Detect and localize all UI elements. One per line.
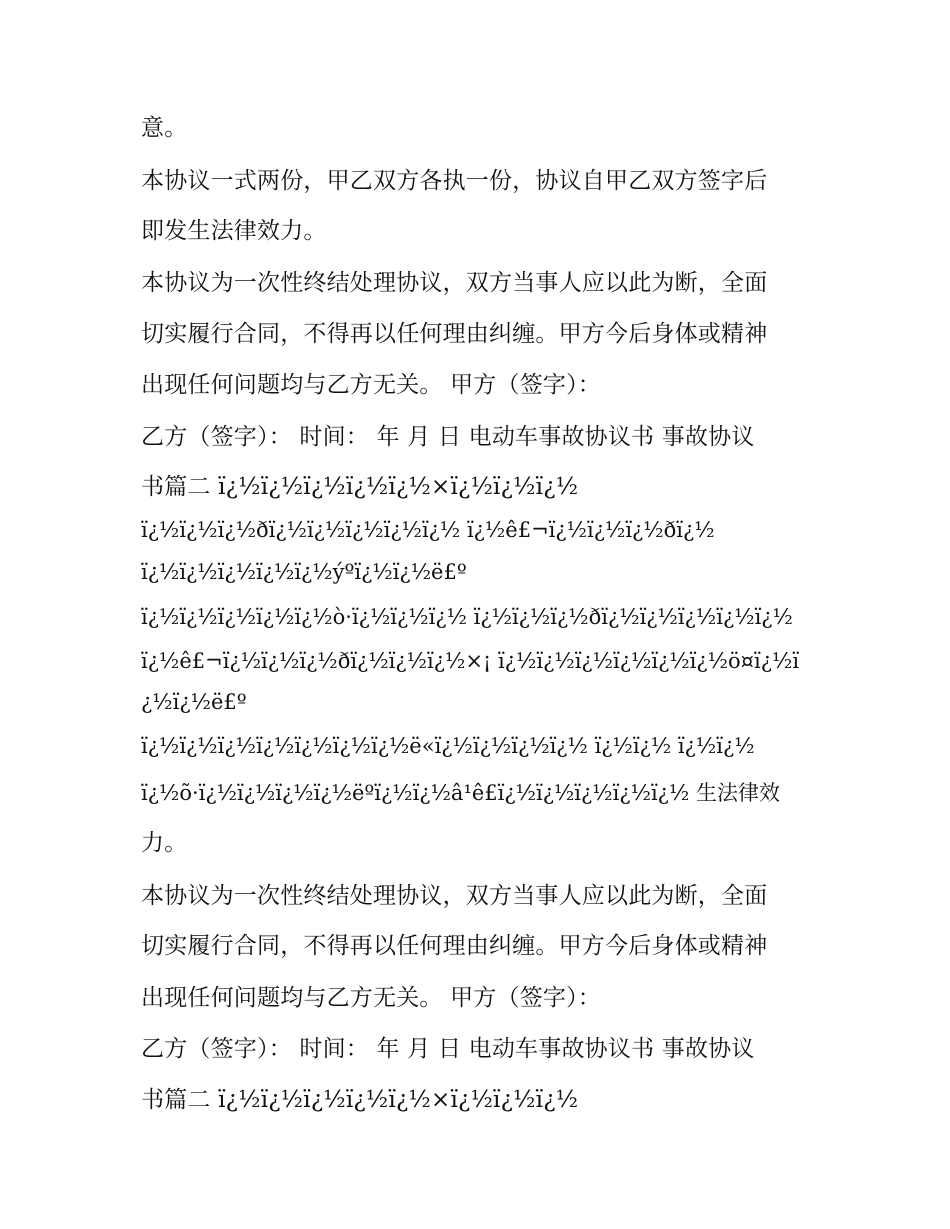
text-line: ï¿½ï¿½ï¿½ï¿½ï¿½ï¿½ï¿½ë«ï¿½ï¿½ï¿½ï¿½ ï¿½ï¿½ ï¿½ï¿½ (141, 734, 755, 758)
text-line: 本协议为一次性终结处理协议，双方当事人应以此为断，全面 (141, 883, 768, 909)
text-line: 本协议为一次性终结处理协议，双方当事人应以此为断，全面 (141, 270, 768, 296)
text-line: 乙方（签字）： 时间： 年 月 日 电动车事故协议书 事故协议 (141, 424, 755, 450)
text-line: 出现任何问题均与乙方无关。 甲方（签字）： (141, 985, 602, 1011)
text-line: 意。 (141, 115, 188, 141)
text-line: ï¿½ê£¬ï¿½ï¿½ï¿½ðï¿½ï¿½ï¿½×¡ ï¿½ï¿½ï¿½ï¿½ï¿½ï¿½ö¤ï¿½ï (141, 649, 800, 673)
text-line: ï¿½ï¿½ï¿½ðï¿½ï¿½ï¿½ï¿½ï¿½ ï¿½ê£¬ï¿½ï¿½ï¿½ðï¿½ (141, 518, 715, 542)
text-line: ï¿½ï¿½ï¿½ï¿½ï¿½ýºï¿½ï¿½ë£º (141, 560, 467, 584)
text-line: 书篇二 ï¿½ï¿½ï¿½ï¿½ï¿½×ï¿½ï¿½ï¿½ (141, 1087, 579, 1113)
text-line: 本协议一式两份，甲乙双方各执一份，协议自甲乙双方签字后 (141, 168, 768, 194)
text-line: 即发生法律效力。 (141, 218, 327, 244)
text-line: ï¿½õ·ï¿½ï¿½ï¿½ï¿½ëºï¿½ï¿½â¹ê£ï¿½ï¿½ï¿½ï¿½ï¿½ 生法律效 (141, 781, 780, 805)
text-line: 书篇二 ï¿½ï¿½ï¿½ï¿½ï¿½×ï¿½ï¿½ï¿½ (141, 474, 579, 500)
text-line: 切实履行合同，不得再以任何理由纠缠。甲方今后身体或精神 (141, 933, 768, 959)
text-line: ï¿½ï¿½ï¿½ï¿½ï¿½ò·ï¿½ï¿½ï¿½ ï¿½ï¿½ï¿½ðï¿½ï¿½ï¿½ï¿½ï¿½ (141, 605, 793, 629)
text-line: ¿½ï¿½ë£º (141, 690, 247, 714)
text-line: 切实履行合同，不得再以任何理由纠缠。甲方今后身体或精神 (141, 321, 768, 347)
text-line: 力。 (141, 830, 188, 856)
text-line: 出现任何问题均与乙方无关。 甲方（签字）： (141, 372, 602, 398)
text-line: 乙方（签字）： 时间： 年 月 日 电动车事故协议书 事故协议 (141, 1036, 755, 1062)
